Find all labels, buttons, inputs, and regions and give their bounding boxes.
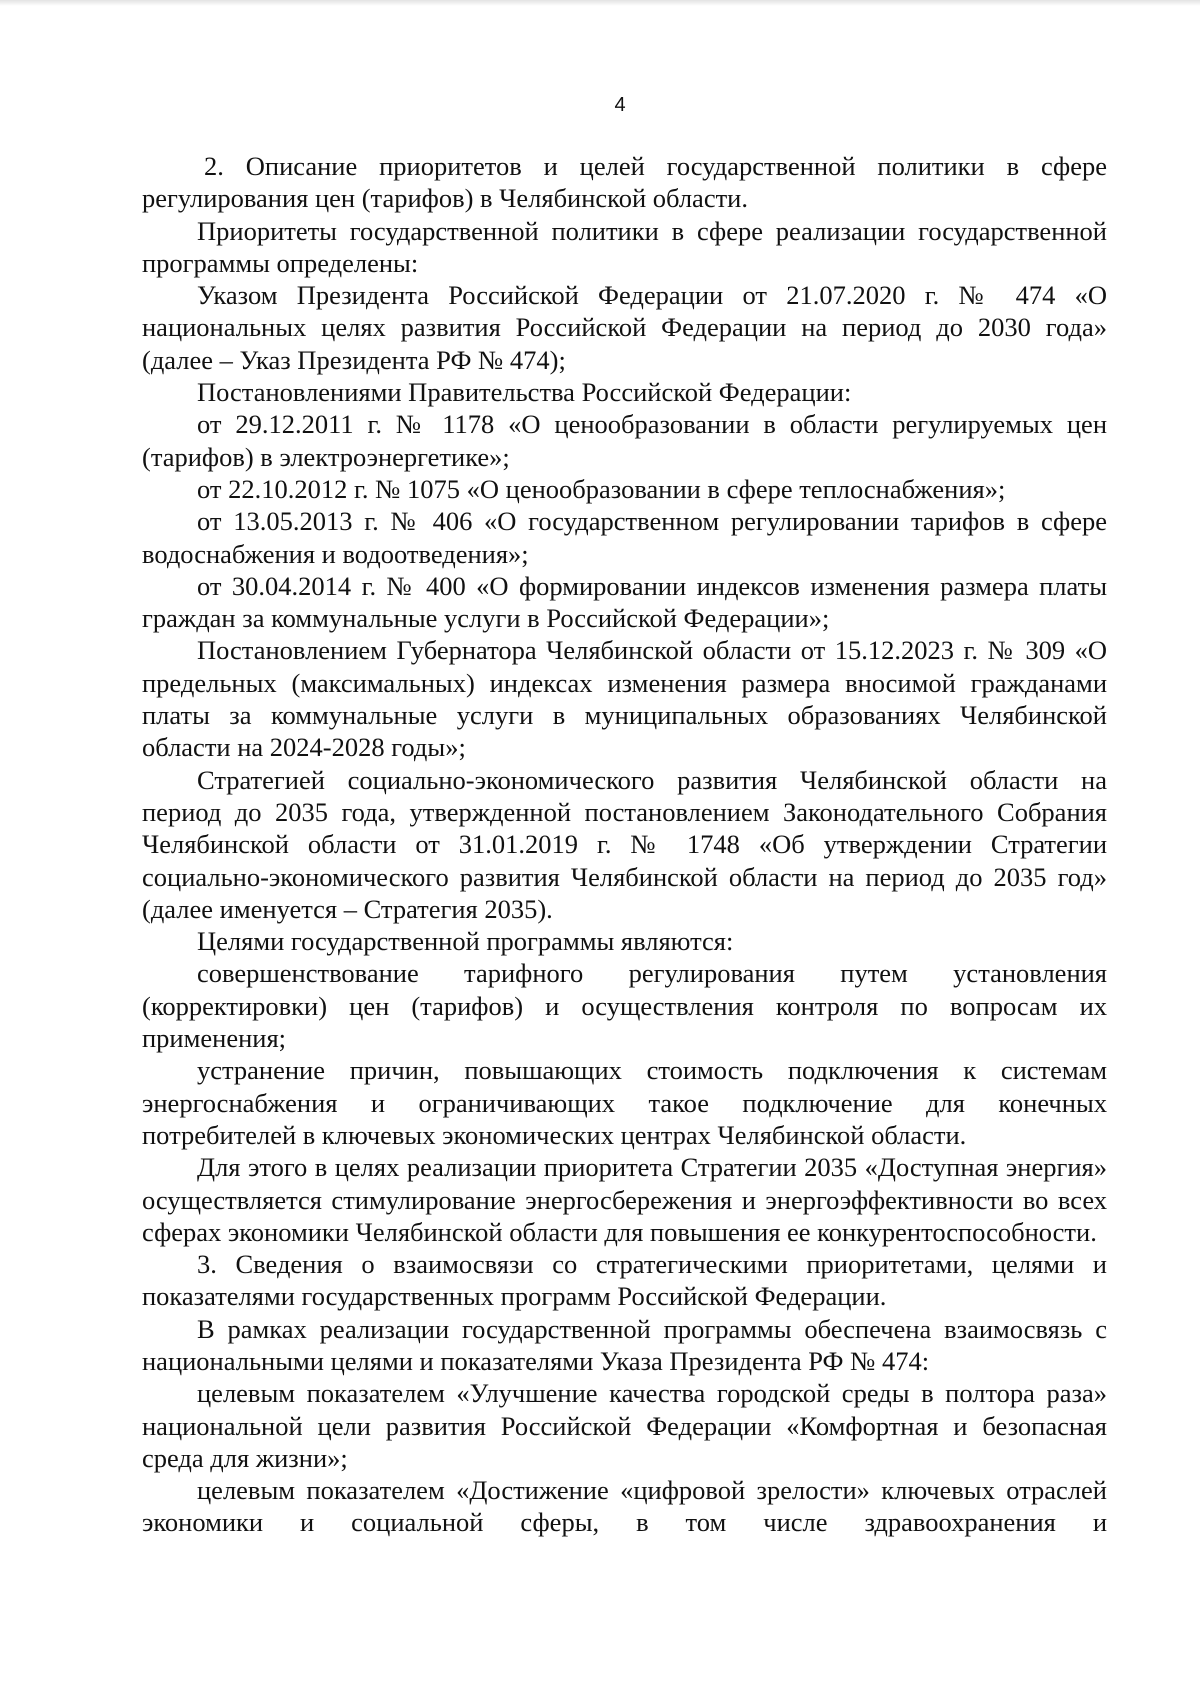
paragraph-national-goals-link: В рамках реализации государственной программы обеспечена взаимосвязь с национальными целями и показателями Указа Президента РФ № 474: xyxy=(142,1313,1107,1376)
paragraph-governor-resolution-309: Постановлением Губернатора Челябинской области от 15.12.2023 г. № 309 «О предельных (максимальных) индексах изменения размера вносимой гражданами платы за коммунальные услуги в муниципальных образованиях Челябинской области на 2024-2028 годы»; xyxy=(142,635,1107,763)
section-2-heading: 2. Описание приоритетов и целей государственной политики в сфере регулирования цен (тарифов) в Челябинской области. xyxy=(142,151,1107,214)
paragraph-resolution-400: от 30.04.2014 г. № 400 «О формировании индексов изменения размера платы граждан за коммунальные услуги в Российской Федерации»; xyxy=(142,570,1107,634)
paragraph-strategy-2035: Стратегией социально-экономического развития Челябинской области на период до 2035 года, утвержденной постановлением Законодательного Собрания Челябинской области от 31.01.2019 г. № 1748 «Об утверждении Стратегии социально-экономического развития Челябинской области на период до 2035 год» (далее именуется – Стратегия 2035). xyxy=(142,764,1107,924)
paragraph-priorities: Приоритеты государственной политики в сфере реализации государственной программы определены: xyxy=(142,215,1107,278)
paragraph-resolution-1075: от 22.10.2012 г. № 1075 «О ценообразовании в сфере теплоснабжения»; xyxy=(197,473,1006,504)
paragraph-indicator-urban-environment: целевым показателем «Улучшение качества городской среды в полтора раза» национальной цели развития Российской Федерации «Комфортная и безопасная среда для жизни»; xyxy=(142,1378,1107,1473)
paragraph-resolution-1178: от 29.12.2011 г. № 1178 «О ценообразовании в области регулируемых цен (тарифов) в электроэнергетике»; xyxy=(142,409,1107,472)
document-body xyxy=(142,150,1107,1539)
paragraph-indicator-digital-maturity: целевым показателем «Достижение «цифровой зрелости» ключевых отраслей экономики и социальной сферы, в том числе здравоохранения и xyxy=(142,1475,1107,1538)
section-3-heading: 3. Сведения о взаимосвязи со стратегическими приоритетами, целями и показателями государственных программ Российской Федерации. xyxy=(142,1249,1107,1312)
paragraph-goal-connection-cost: устранение причин, повышающих стоимость подключения к системам энергоснабжения и ограничивающих такое подключение для конечных потребителей в ключевых экономических центрах Челябинской области. xyxy=(142,1055,1107,1150)
paragraph-goal-tariff-regulation: совершенствование тарифного регулирования путем установления (корректировки) цен (тарифов) и осуществления контроля по вопросам их применения; xyxy=(142,958,1107,1054)
paragraph-decree-474: Указом Президента Российской Федерации от 21.07.2020 г. № 474 «О национальных целях развития Российской Федерации на период до 2030 года» (далее – Указ Президента РФ № 474); xyxy=(142,280,1107,375)
paragraph-resolution-406: от 13.05.2013 г. № 406 «О государственном регулировании тарифов в сфере водоснабжения и водоотведения»; xyxy=(142,506,1107,569)
page-number: 4 xyxy=(614,94,626,116)
paragraph-program-goals: Целями государственной программы являются: xyxy=(197,926,734,957)
paragraph-energy-efficiency: Для этого в целях реализации приоритета Стратегии 2035 «Доступная энергия» осуществляется стимулирование энергосбережения и энергоэффективности во всех сферах экономики Челябинской области для повышения ее конкурентоспособности. xyxy=(142,1152,1107,1247)
paragraph-government-resolutions: Постановлениями Правительства Российской Федерации: xyxy=(197,377,852,408)
scan-edge xyxy=(0,0,1200,6)
